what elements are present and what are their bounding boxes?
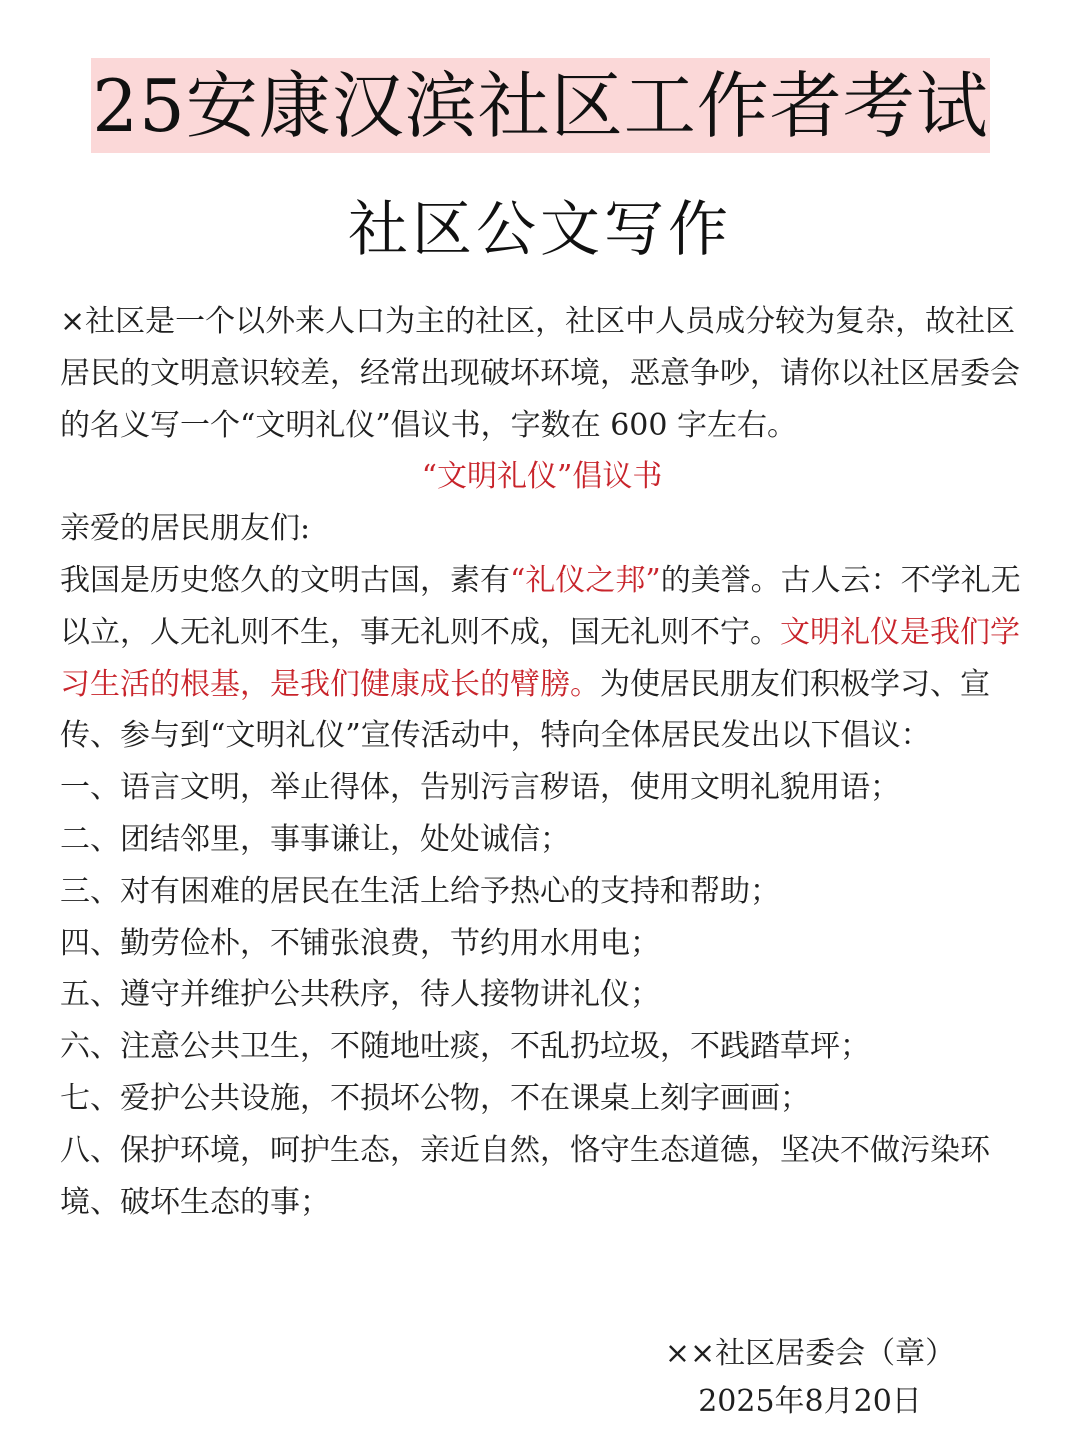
intro-text-2: 的美誉。古人云：不学礼无以立，人无礼则不生，事无礼则不成，国无礼则不宁。 xyxy=(60,562,1021,650)
intro-text-3: 为使居民朋友们积极学习、宣传、参与到“文明礼仪”宣传活动中，特向全体居民发出以下倡议： xyxy=(60,666,990,754)
exam-title: 25安康汉滨社区工作者考试 xyxy=(92,63,989,148)
signature-block xyxy=(640,1330,980,1426)
greeting: 亲爱的居民朋友们: xyxy=(60,511,311,547)
intro-highlight-1: “礼仪之邦” xyxy=(510,562,661,598)
intro-highlight-2: 文明礼仪是我们学习生活的根基，是我们健康成长的臂膀。 xyxy=(60,614,1020,702)
proposal-item-1: 一、语言文明，举止得体，告别污言秽语，使用文明礼貌用语； xyxy=(60,770,900,806)
document-body xyxy=(60,296,1024,1228)
proposal-item-4: 四、勤劳俭朴，不铺张浪费，节约用水用电； xyxy=(60,925,660,961)
proposal-item-6: 六、注意公共卫生，不随地吐痰，不乱扔垃圾，不践踏草坪； xyxy=(60,1029,870,1065)
intro-paragraph xyxy=(60,555,1024,762)
proposal-item-2: 二、团结邻里，事事谦让，处处诚信； xyxy=(60,821,570,857)
proposal-title: “文明礼仪”倡议书 xyxy=(421,459,663,495)
proposal-item-8: 八、保护环境，呵护生态，亲近自然，恪守生态道德，坚决不做污染环境、破坏生态的事； xyxy=(60,1132,990,1220)
intro-text-1: 我国是历史悠久的文明古国，素有 xyxy=(60,562,510,598)
proposal-item-5: 五、遵守并维护公共秩序，待人接物讲礼仪； xyxy=(60,977,660,1013)
title-banner xyxy=(91,58,990,153)
proposal-item-7: 七、爱护公共设施，不损坏公物，不在课桌上刻字画画； xyxy=(60,1080,810,1116)
signature-date: 2025年8月20日 xyxy=(698,1384,922,1419)
signer: ××社区居委会（章） xyxy=(664,1336,956,1371)
question-prompt: ×社区是一个以外来人口为主的社区，社区中人员成分较为复杂，故社区居民的文明意识较差，经常出现破坏环境，恶意争吵，请你以社区居委会的名义写一个“文明礼仪”倡议书，字数在 600 字左右。 xyxy=(60,304,1020,443)
section-subtitle: 社区公文写作 xyxy=(348,195,732,265)
proposal-item-3: 三、对有困难的居民在生活上给予热心的支持和帮助； xyxy=(60,873,780,909)
